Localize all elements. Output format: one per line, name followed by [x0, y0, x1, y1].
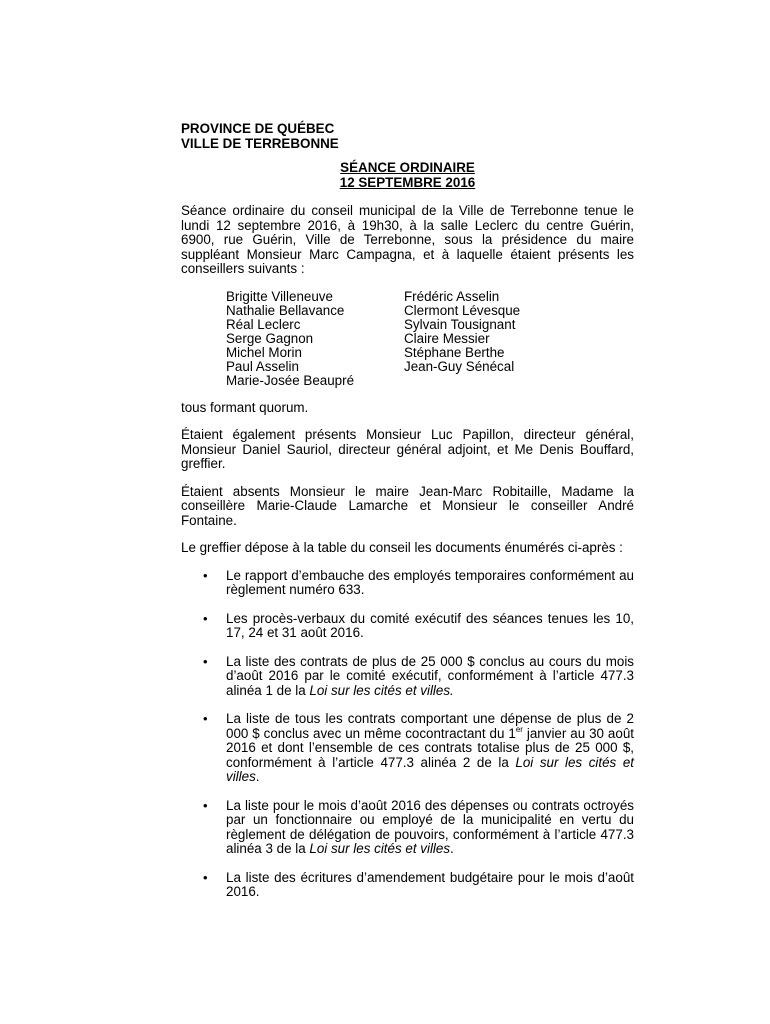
document-item: [181, 569, 634, 598]
bullet-icon: •: [203, 567, 208, 583]
document-item: [181, 712, 634, 785]
deposited-documents-list: [181, 569, 634, 900]
councillor-name: Brigitte Villeneuve: [226, 288, 333, 304]
councillor-name: Jean-Guy Sénécal: [404, 358, 515, 374]
document-text-part: janvier au 30 août 2016 et dont l’ensemble de ces contrats totalise plus de 25 000 $, conformément à l’article 477.3 alinéa 2 de la: [226, 725, 634, 770]
councillor-name: Nathalie Bellavance: [226, 302, 345, 318]
document-text: Le rapport d’embauche des employés temporaires conformément au règlement numéro 633.: [226, 567, 634, 597]
bullet-icon: •: [203, 869, 208, 885]
document-item: [181, 655, 634, 699]
councillors-list: [226, 290, 634, 388]
bullet-icon: •: [203, 610, 208, 626]
councillor-name: Michel Morin: [226, 344, 302, 360]
quorum-statement: tous formant quorum.: [181, 399, 309, 415]
document-item: [181, 871, 634, 900]
councillor-name: Claire Messier: [404, 330, 490, 346]
councillor-name: Serge Gagnon: [226, 330, 314, 346]
document-text-part: La liste pour le mois d’août 2016 des dépenses ou contrats octroyés par un fonctionnaire ou employé de la municipalité en vertu du règlement de délégation de pouvoirs, conformément à l’article 477.3 alinéa 3 de la: [226, 797, 634, 856]
intro-paragraph: Séance ordinaire du conseil municipal de la Ville de Terrebonne tenue le lundi 12 septembre 2016, à 19h30, à la salle Leclerc du centre Guérin, 6900, rue Guérin, Ville de Terrebonne, sous la présidence du maire suppléant Monsieur Marc Campagna, et à laquelle étaient présents les conseillers suivants :: [181, 203, 634, 276]
document-text: [226, 712, 634, 785]
document-item: [181, 612, 634, 641]
bullet-icon: •: [203, 797, 208, 813]
document-text-part: .: [255, 769, 260, 784]
absent-paragraph: Étaient absents Monsieur le maire Jean-Marc Robitaille, Madame la conseillère Marie-Claude Lamarche et Monsieur le conseiller André Fontaine.: [181, 483, 634, 528]
document-text-part: .: [450, 841, 454, 856]
province-heading: PROVINCE DE QUÉBEC: [181, 121, 335, 136]
document-text: [226, 799, 634, 857]
document-item: [181, 799, 634, 857]
deposit-intro-paragraph: Le greffier dépose à la table du conseil les documents énumérés ci-après :: [181, 540, 623, 555]
councillor-name: Marie-Josée Beaupré: [226, 372, 355, 388]
councillors-left-column: [226, 290, 404, 388]
document-text: La liste des écritures d’amendement budgétaire pour le mois d’août 2016.: [226, 869, 634, 899]
minutes-page: [181, 122, 634, 914]
councillors-right-column: [404, 290, 582, 388]
session-title: SÉANCE ORDINAIRE: [340, 160, 475, 175]
ordinal-superscript: er: [515, 724, 523, 734]
document-text-part: La liste de tous les contrats comportant une dépense de plus de 2 000 $ conclus avec un même cocontractant du 1: [226, 711, 634, 741]
session-date: 12 SEPTEMBRE 2016: [339, 174, 476, 190]
document-text: Les procès-verbaux du comité exécutif des séances tenues les 10, 17, 24 et 31 août 2016.: [226, 610, 634, 640]
document-text: [226, 655, 634, 699]
councillor-name: Frédéric Asselin: [404, 288, 500, 304]
councillor-name: Stéphane Berthe: [404, 344, 505, 360]
document-text-part: La liste des contrats de plus de 25 000 $ conclus au cours du mois d’août 2016 par le comité exécutif, conformément à l’article 477.3 alinéa 1 de la: [226, 653, 634, 698]
councillor-name: Sylvain Tousignant: [404, 316, 516, 332]
councillor-name: Paul Asselin: [226, 358, 299, 374]
session-heading: [181, 161, 634, 190]
councillor-name: Réal Leclerc: [226, 316, 301, 332]
law-title: Loi sur les cités et villes: [226, 754, 634, 784]
city-heading: VILLE DE TERREBONNE: [181, 135, 339, 151]
law-title: Loi sur les cités et villes.: [309, 682, 454, 698]
bullet-icon: •: [203, 711, 208, 726]
law-title: Loi sur les cités et villes: [309, 841, 451, 856]
also-present-paragraph: Étaient également présents Monsieur Luc Papillon, directeur général, Monsieur Daniel Sauriol, directeur général adjoint, et Me Denis Bouffard, greffier.: [181, 427, 634, 471]
councillor-name: Clermont Lévesque: [404, 302, 521, 318]
bullet-icon: •: [203, 653, 208, 669]
